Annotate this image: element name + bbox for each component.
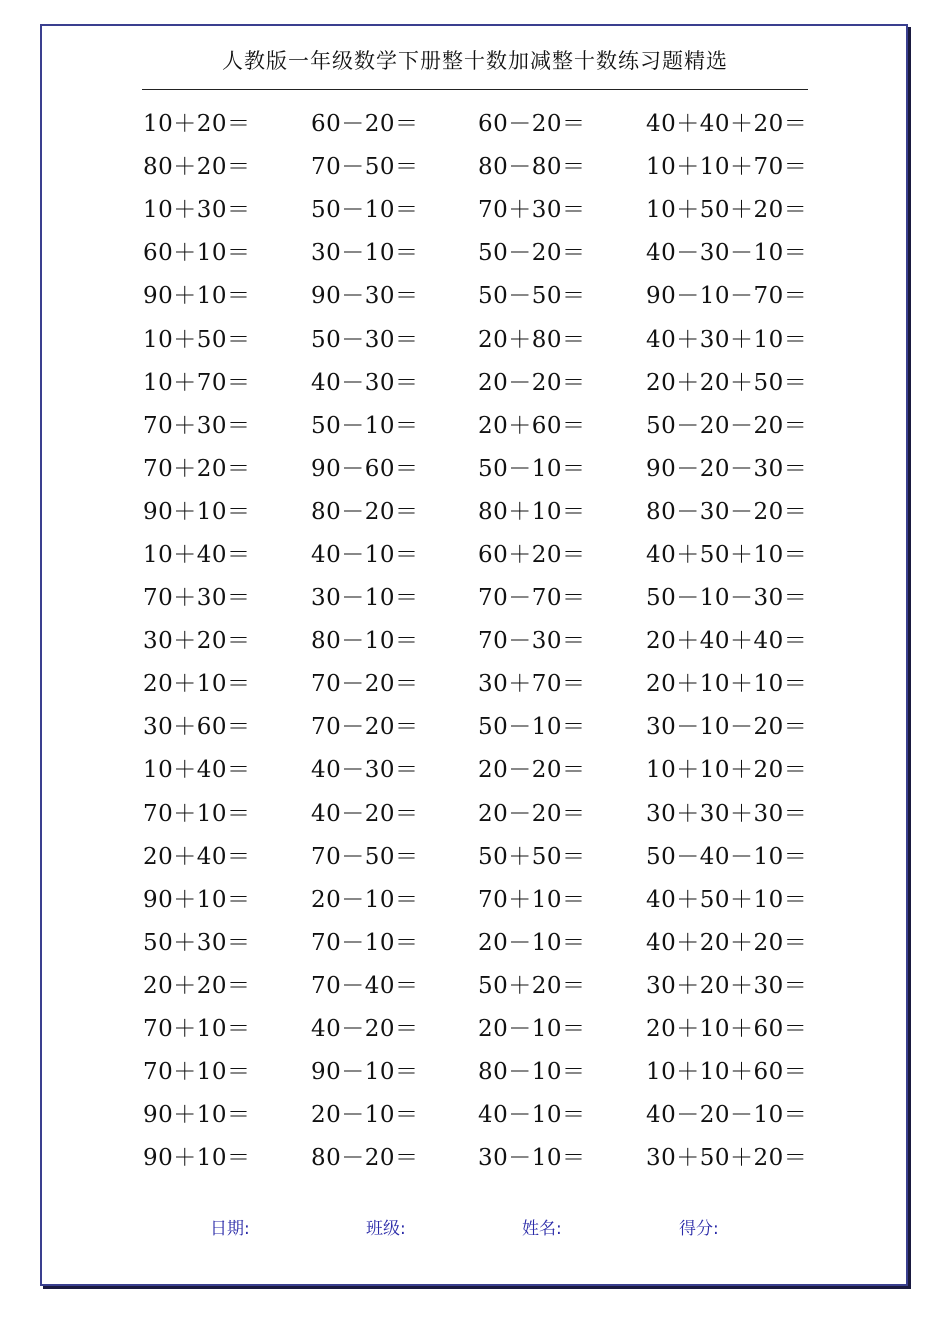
math-problem: 40－10＝ xyxy=(311,541,419,568)
math-problem: 70－70＝ xyxy=(478,585,586,612)
math-problem: 20＋20＝ xyxy=(143,972,251,999)
math-problem: 20－10＝ xyxy=(478,1016,586,1043)
math-problem: 70－20＝ xyxy=(311,714,419,741)
problem-row xyxy=(143,574,823,617)
math-problem: 10＋70＝ xyxy=(143,369,251,396)
problem-row xyxy=(143,359,823,402)
math-problem: 20＋40＋40＝ xyxy=(646,628,808,655)
math-problem: 90＋10＝ xyxy=(143,283,251,310)
math-problem: 90＋10＝ xyxy=(143,1102,251,1129)
math-problem: 30－10－20＝ xyxy=(646,714,808,741)
math-problem: 50－10－30＝ xyxy=(646,585,808,612)
date-label: 日期: xyxy=(210,1219,250,1239)
math-problem: 70＋10＝ xyxy=(143,1059,251,1086)
math-problem: 40＋20＋20＝ xyxy=(646,929,808,956)
math-problem: 70＋30＝ xyxy=(478,197,586,224)
math-problem: 10＋40＝ xyxy=(143,541,251,568)
math-problem: 70＋30＝ xyxy=(143,585,251,612)
math-problem: 30＋20＋30＝ xyxy=(646,972,808,999)
math-problem: 40－30＝ xyxy=(311,369,419,396)
problem-row xyxy=(143,143,823,186)
problem-row xyxy=(143,229,823,272)
math-problem: 40－30＝ xyxy=(311,757,419,784)
math-problem: 40－20＝ xyxy=(311,800,419,827)
problem-row xyxy=(143,919,823,962)
problem-row xyxy=(143,100,823,143)
math-problem: 70＋30＝ xyxy=(143,412,251,439)
math-problem: 50－10＝ xyxy=(478,455,586,482)
problem-row xyxy=(143,402,823,445)
math-problem: 10＋10＋70＝ xyxy=(646,154,808,181)
math-problem: 40＋30＋10＝ xyxy=(646,326,808,353)
math-problem: 80＋10＝ xyxy=(478,498,586,525)
math-problem: 70－20＝ xyxy=(311,671,419,698)
math-problem: 70－50＝ xyxy=(311,154,419,181)
math-problem: 60－20＝ xyxy=(311,111,419,138)
problem-row xyxy=(143,1091,823,1134)
problem-row xyxy=(143,962,823,1005)
problem-row xyxy=(143,315,823,358)
math-problem: 10＋10＋20＝ xyxy=(646,757,808,784)
math-problem: 40－10＝ xyxy=(478,1102,586,1129)
math-problem: 80－20＝ xyxy=(311,498,419,525)
math-problem: 40－20＝ xyxy=(311,1016,419,1043)
math-problem: 20＋80＝ xyxy=(478,326,586,353)
math-problem: 70－50＝ xyxy=(311,843,419,870)
math-problem: 70＋10＝ xyxy=(478,886,586,913)
math-problem: 90＋10＝ xyxy=(143,1145,251,1172)
math-problem: 90－30＝ xyxy=(311,283,419,310)
problem-row xyxy=(143,272,823,315)
math-problem: 70＋10＝ xyxy=(143,800,251,827)
page-title: 人教版一年级数学下册整十数加减整十数练习题精选 xyxy=(222,49,728,73)
math-problem: 30＋30＋30＝ xyxy=(646,800,808,827)
math-problem: 80－10＝ xyxy=(311,628,419,655)
math-problem: 60＋10＝ xyxy=(143,240,251,267)
math-problem: 80－20＝ xyxy=(311,1145,419,1172)
math-problem: 20＋40＝ xyxy=(143,843,251,870)
problem-row xyxy=(143,445,823,488)
math-problem: 90－60＝ xyxy=(311,455,419,482)
math-problem: 30－10＝ xyxy=(311,585,419,612)
math-problem: 50－10＝ xyxy=(311,412,419,439)
name-label: 姓名: xyxy=(522,1219,562,1239)
math-problem: 20＋10＋10＝ xyxy=(646,671,808,698)
score-label: 得分: xyxy=(679,1219,719,1239)
math-problem: 50＋20＝ xyxy=(478,972,586,999)
math-problem: 40－30－10＝ xyxy=(646,240,808,267)
footer-fields xyxy=(0,1214,950,1240)
math-problem: 80＋20＝ xyxy=(143,154,251,181)
problem-row xyxy=(143,1048,823,1091)
math-problem: 60＋20＝ xyxy=(478,541,586,568)
math-problem: 30－10＝ xyxy=(311,240,419,267)
problem-grid xyxy=(143,100,823,1177)
math-problem: 90－10－70＝ xyxy=(646,283,808,310)
problem-row xyxy=(143,488,823,531)
math-problem: 40＋50＋10＝ xyxy=(646,886,808,913)
problem-row xyxy=(143,746,823,789)
math-problem: 50－10＝ xyxy=(311,197,419,224)
math-problem: 40－20－10＝ xyxy=(646,1102,808,1129)
math-problem: 70＋20＝ xyxy=(143,455,251,482)
math-problem: 70－30＝ xyxy=(478,628,586,655)
math-problem: 20－10＝ xyxy=(478,929,586,956)
problem-row xyxy=(143,876,823,919)
problem-row xyxy=(143,531,823,574)
problem-row xyxy=(143,186,823,229)
math-problem: 30＋20＝ xyxy=(143,628,251,655)
math-problem: 20＋10＝ xyxy=(143,671,251,698)
math-problem: 70－10＝ xyxy=(311,929,419,956)
math-problem: 10＋20＝ xyxy=(143,111,251,138)
class-label: 班级: xyxy=(366,1219,406,1239)
math-problem: 20－10＝ xyxy=(311,886,419,913)
math-problem: 90－20－30＝ xyxy=(646,455,808,482)
problem-row xyxy=(143,703,823,746)
math-problem: 50－40－10＝ xyxy=(646,843,808,870)
problem-row xyxy=(143,1134,823,1177)
math-problem: 40＋40＋20＝ xyxy=(646,111,808,138)
math-problem: 90＋10＝ xyxy=(143,886,251,913)
math-problem: 50－30＝ xyxy=(311,326,419,353)
math-problem: 20＋60＝ xyxy=(478,412,586,439)
math-problem: 10＋30＝ xyxy=(143,197,251,224)
math-problem: 20－10＝ xyxy=(311,1102,419,1129)
title-divider xyxy=(142,89,808,90)
math-problem: 20－20＝ xyxy=(478,369,586,396)
math-problem: 10＋40＝ xyxy=(143,757,251,784)
math-problem: 40＋50＋10＝ xyxy=(646,541,808,568)
math-problem: 50－10＝ xyxy=(478,714,586,741)
math-problem: 90－10＝ xyxy=(311,1059,419,1086)
math-problem: 30＋50＋20＝ xyxy=(646,1145,808,1172)
math-problem: 50＋50＝ xyxy=(478,843,586,870)
math-problem: 90＋10＝ xyxy=(143,498,251,525)
math-problem: 10＋10＋60＝ xyxy=(646,1059,808,1086)
math-problem: 50－20＝ xyxy=(478,240,586,267)
math-problem: 80－30－20＝ xyxy=(646,498,808,525)
math-problem: 30＋60＝ xyxy=(143,714,251,741)
math-problem: 30＋70＝ xyxy=(478,671,586,698)
math-problem: 10＋50＋20＝ xyxy=(646,197,808,224)
math-problem: 70－40＝ xyxy=(311,972,419,999)
problem-row xyxy=(143,660,823,703)
math-problem: 20＋10＋60＝ xyxy=(646,1016,808,1043)
problem-row xyxy=(143,617,823,660)
math-problem: 50－50＝ xyxy=(478,283,586,310)
problem-row xyxy=(143,833,823,876)
math-problem: 80－10＝ xyxy=(478,1059,586,1086)
math-problem: 30－10＝ xyxy=(478,1145,586,1172)
math-problem: 50＋30＝ xyxy=(143,929,251,956)
math-problem: 10＋50＝ xyxy=(143,326,251,353)
problem-row xyxy=(143,790,823,833)
math-problem: 50－20－20＝ xyxy=(646,412,808,439)
math-problem: 20－20＝ xyxy=(478,757,586,784)
math-problem: 60－20＝ xyxy=(478,111,586,138)
math-problem: 70＋10＝ xyxy=(143,1016,251,1043)
problem-row xyxy=(143,1005,823,1048)
math-problem: 20＋20＋50＝ xyxy=(646,369,808,396)
math-problem: 20－20＝ xyxy=(478,800,586,827)
math-problem: 80－80＝ xyxy=(478,154,586,181)
